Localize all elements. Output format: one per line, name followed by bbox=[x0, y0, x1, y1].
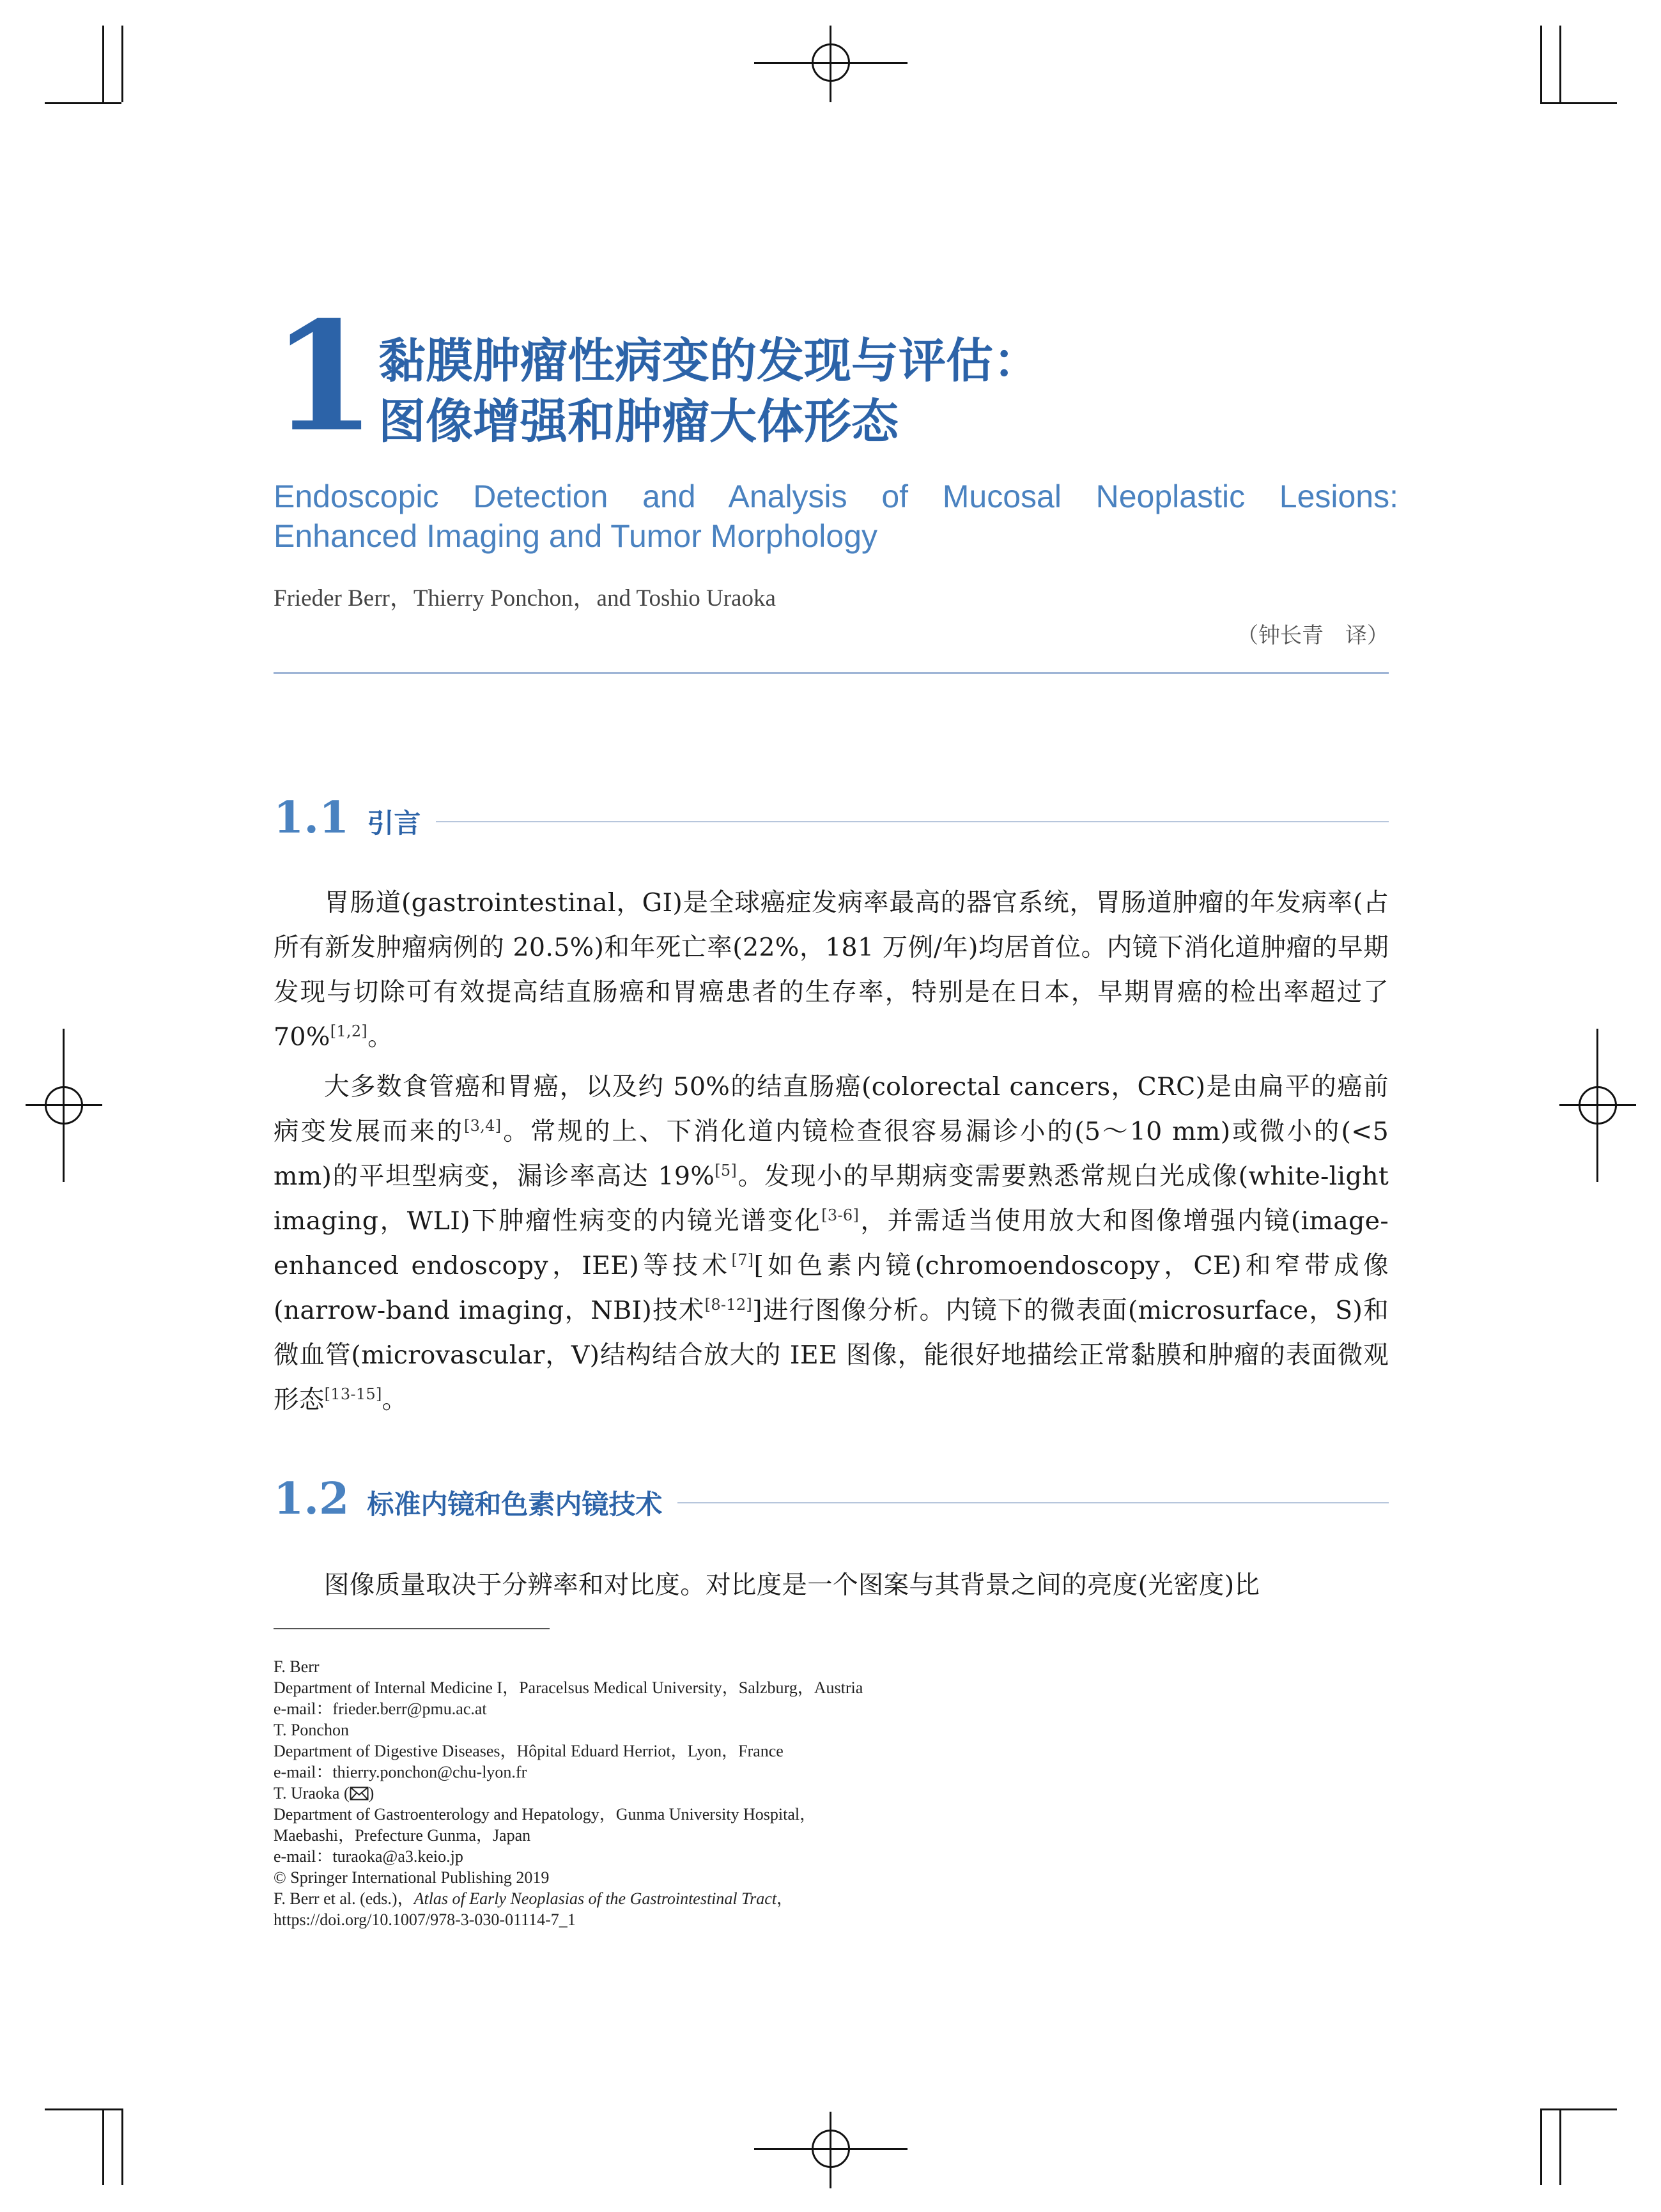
crop-mark bbox=[1540, 26, 1542, 102]
book-title: Atlas of Early Neoplasias of the Gastrointestinal Tract bbox=[413, 1889, 777, 1908]
citation: [7] bbox=[731, 1251, 754, 1269]
section-title: 标准内镜和色素内镜技术 bbox=[367, 1489, 663, 1520]
crop-mark bbox=[121, 26, 123, 102]
citation: [8-12] bbox=[704, 1296, 753, 1314]
paragraph-lesions: 大多数食管癌和胃癌，以及约 50%的结直肠癌(colorectal cancers，CRC)是由扁平的癌前病变发展而来的[3,4]。常规的上、下消化道内镜检查很容易漏诊小的(5～10 mm)或微小的(<5 mm)的平坦型病变，漏诊率高达 19%[5]。发现小的早期病变需要熟悉常规白光成像(white-light imaging，WLI)下肿瘤性病变的内镜光谱变化[3-6]，并需适当使用放大和图像增强内镜(image-enhanced endoscopy，IEE)等技术[7][如色素内镜(chromoendoscopy，CE)和窄带成像(narrow-band imaging，NBI)技术[8-12]]进行图像分析。内镜下的微表面(microsurface，S)和微血管(microvascular，V)结构结合放大的 IEE 图像，能很好地描绘正常黏膜和肿瘤的表面微观形态[13-15]。 bbox=[274, 1072, 1389, 1415]
chapter-title-line1: 黏膜肿瘤性病变的发现与评估： bbox=[378, 334, 1040, 388]
footnote-line: Department of Internal Medicine I，Paracelsus Medical University，Salzburg，Austria bbox=[274, 1678, 863, 1697]
footnote-divider bbox=[274, 1628, 550, 1629]
crop-mark bbox=[1559, 26, 1561, 102]
citation: [3,4] bbox=[464, 1117, 502, 1135]
registration-circle bbox=[1579, 1086, 1617, 1125]
crop-mark bbox=[45, 2108, 121, 2110]
crop-mark bbox=[1540, 102, 1617, 104]
chapter-number: 1 bbox=[272, 289, 376, 465]
footnote-line: e-mail：frieder.berr@pmu.ac.at bbox=[274, 1700, 487, 1718]
crop-mark bbox=[45, 102, 121, 104]
section-number: 1.2 bbox=[274, 1473, 350, 1525]
section-title: 引言 bbox=[367, 808, 421, 839]
footnote-line: e-mail：turaoka@a3.keio.jp bbox=[274, 1847, 463, 1866]
citation: [5] bbox=[715, 1162, 738, 1179]
author-list: Frieder Berr，Thierry Ponchon，and Toshio Uraoka bbox=[274, 585, 776, 611]
citation: [13-15] bbox=[324, 1385, 382, 1403]
registration-circle bbox=[45, 1086, 83, 1125]
crop-mark bbox=[1540, 2108, 1542, 2185]
paragraph-intro: 胃肠道(gastrointestinal，GI)是全球癌症发病率最高的器官系统，胃肠道肿瘤的年发病率(占所有新发肿瘤病例的 20.5%)和年死亡率(22%，181 万例/年)均居首位。内镜下消化道肿瘤的早期发现与切除可有效提高结直肠癌和胃癌患者的生存率，特别是在日本，早期胃癌的检出率超过了 70%[1,2]。 bbox=[274, 888, 1389, 1052]
footnote-line: F. Berr et al. (eds.)，Atlas of Early Neoplasias of the Gastrointestinal Tract， bbox=[274, 1889, 794, 1908]
crop-mark bbox=[102, 26, 104, 102]
translator-note: （钟长青 译） bbox=[1237, 623, 1389, 649]
footnote-line: © Springer International Publishing 2019 bbox=[274, 1868, 550, 1887]
footnotes bbox=[274, 1656, 1232, 1930]
crop-mark bbox=[1540, 2108, 1617, 2110]
footnote-line: Maebashi，Prefecture Gunma，Japan bbox=[274, 1826, 531, 1845]
doi-link[interactable]: https://doi.org/10.1007/978-3-030-01114-7_1 bbox=[274, 1910, 576, 1929]
english-title-line1: Endoscopic Detection and Analysis of Mucosal Neoplastic Lesions: bbox=[274, 479, 1398, 514]
registration-circle bbox=[812, 2130, 850, 2168]
footnote-line: Department of Gastroenterology and Hepatology，Gunma University Hospital， bbox=[274, 1805, 817, 1824]
footnote-line: Department of Digestive Diseases，Hôpital Eduard Herriot，Lyon，France bbox=[274, 1742, 784, 1760]
crop-mark bbox=[1559, 2108, 1561, 2185]
citation: [1,2] bbox=[330, 1022, 368, 1040]
registration-circle bbox=[812, 43, 850, 82]
english-title-line2: Enhanced Imaging and Tumor Morphology bbox=[274, 518, 878, 554]
crop-mark bbox=[121, 2108, 123, 2185]
section-heading-1-1 bbox=[274, 792, 1389, 843]
footnote-line: T. Uraoka ( ) bbox=[274, 1784, 375, 1802]
section-number: 1.1 bbox=[274, 792, 350, 843]
section-heading-1-2 bbox=[274, 1473, 1389, 1525]
footnote-line: F. Berr bbox=[274, 1657, 320, 1676]
title-divider bbox=[274, 672, 1389, 674]
envelope-icon bbox=[350, 1786, 369, 1801]
footnote-line: e-mail：thierry.ponchon@chu-lyon.fr bbox=[274, 1763, 527, 1781]
chapter-title-line2: 图像增强和肿瘤大体形态 bbox=[378, 394, 899, 449]
crop-mark bbox=[102, 2108, 104, 2185]
paragraph-image-quality: 图像质量取决于分辨率和对比度。对比度是一个图案与其背景之间的亮度(光密度)比 bbox=[324, 1571, 1260, 1600]
section-rule bbox=[677, 1502, 1389, 1503]
footnote-line: T. Ponchon bbox=[274, 1721, 349, 1739]
citation: [3-6] bbox=[821, 1206, 860, 1224]
section-rule bbox=[436, 821, 1389, 822]
